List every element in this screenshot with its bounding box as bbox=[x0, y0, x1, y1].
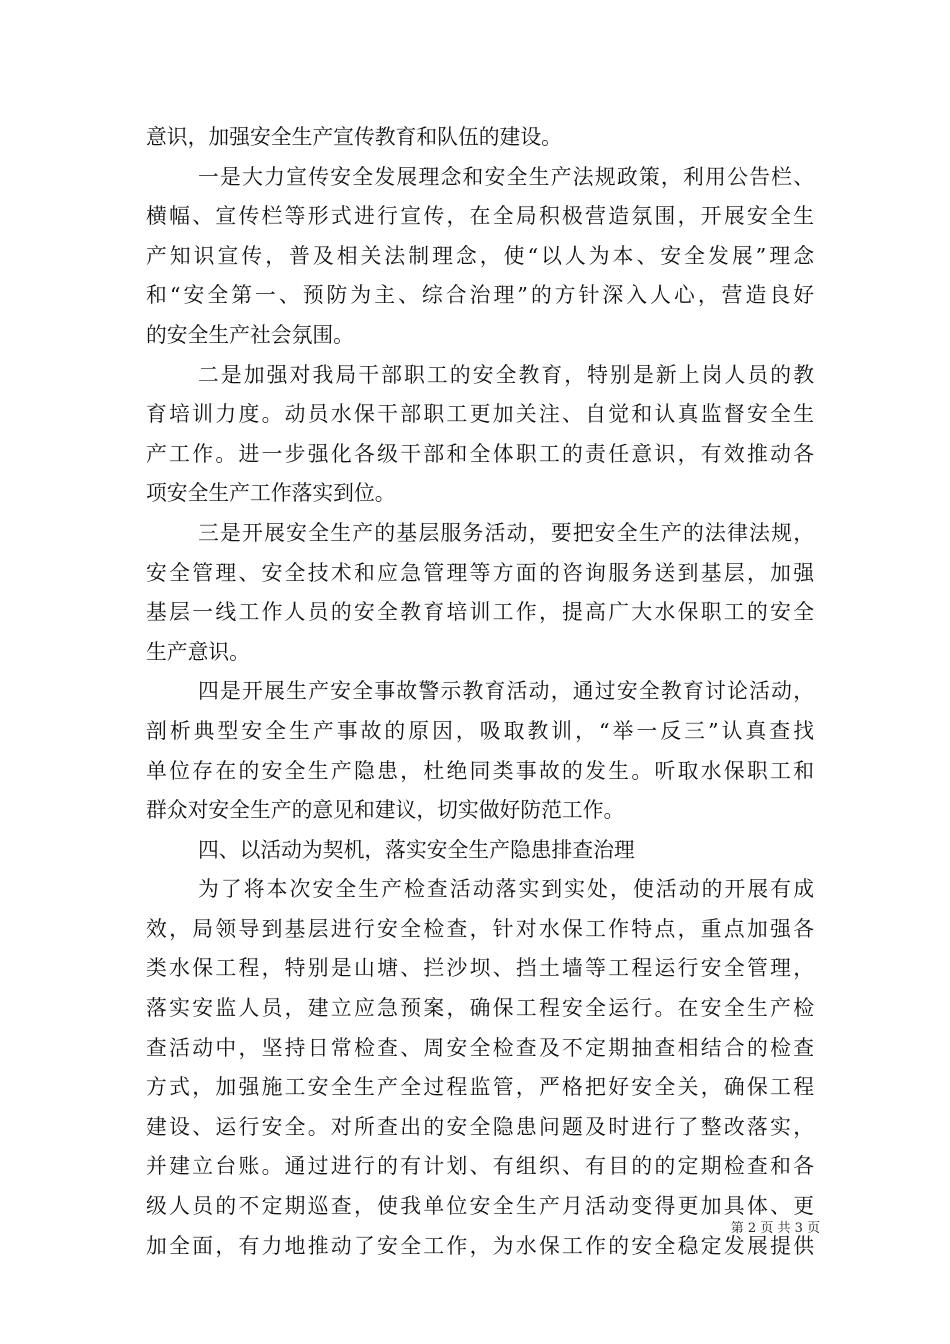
text-line: 建设、运行安全。对所查出的安全隐患问题及时进行了整改落实， bbox=[146, 1114, 814, 1139]
text-line: 群众对安全生产的意见和建议，切实做好防范工作。 bbox=[146, 798, 625, 823]
text-line: 基层一线工作人员的安全教育培训工作，提高广大水保职工的安全 bbox=[146, 600, 814, 625]
text-line: 单位存在的安全生产隐患，杜绝同类事故的发生。听取水保职工和 bbox=[146, 758, 814, 783]
text-line: 横幅、宣传栏等形式进行宣传，在全局积极营造氛围，开展安全生 bbox=[146, 204, 814, 229]
text-line: 为了将本次安全生产检查活动落实到实处，使活动的开展有成 bbox=[198, 877, 814, 902]
text-line: 四是开展生产安全事故警示教育活动，通过安全教育讨论活动， bbox=[198, 679, 814, 704]
text-line: 查活动中，坚持日常检查、周安全检查及不定期抽查相结合的检查 bbox=[146, 1035, 814, 1060]
text-line: 意识，加强安全生产宣传教育和队伍的建设。 bbox=[146, 125, 562, 149]
text-line: 一是大力宣传安全发展理念和安全生产法规政策，利用公告栏、 bbox=[198, 164, 814, 189]
text-line: 的安全生产社会氛围。 bbox=[146, 322, 354, 347]
text-line: 生产意识。 bbox=[146, 639, 250, 664]
page-number: 第 2 页 共 3 页 bbox=[730, 1221, 820, 1236]
text-line: 三是开展安全生产的基层服务活动，要把安全生产的法律法规， bbox=[198, 520, 814, 545]
text-line: 效，局领导到基层进行安全检查，针对水保工作特点，重点加强各 bbox=[146, 916, 814, 941]
text-line: 级人员的不定期巡查，使我单位安全生产月活动变得更加具体、更 bbox=[146, 1194, 814, 1219]
text-line: 和“安全第一、预防为主、综合治理”的方针深入人心，营造良好 bbox=[146, 283, 814, 308]
text-line: 类水保工程，特别是山塘、拦沙坝、挡土墙等工程运行安全管理， bbox=[146, 956, 814, 981]
body-text bbox=[146, 118, 814, 1266]
text-line: 方式，加强施工安全生产全过程监管，严格把好安全关，确保工程 bbox=[146, 1075, 814, 1100]
text-line: 安全管理、安全技术和应急管理等方面的咨询服务送到基层，加强 bbox=[146, 560, 814, 585]
text-line: 并建立台账。通过进行的有计划、有组织、有目的的定期检查和各 bbox=[146, 1154, 814, 1179]
text-line: 二是加强对我局干部职工的安全教育，特别是新上岗人员的教 bbox=[198, 362, 814, 387]
section-heading: 四、以活动为契机，落实安全生产隐患排查治理 bbox=[198, 837, 635, 862]
text-line: 产知识宣传，普及相关法制理念，使“以人为本、安全发展”理念 bbox=[146, 243, 814, 268]
text-line: 加全面，有力地推动了安全工作，为水保工作的安全稳定发展提供 bbox=[146, 1233, 814, 1258]
text-line: 产工作。进一步强化各级干部和全体职工的责任意识，有效推动各 bbox=[146, 441, 814, 466]
text-line: 育培训力度。动员水保干部职工更加关注、自觉和认真监督安全生 bbox=[146, 402, 814, 427]
text-line: 项安全生产工作落实到位。 bbox=[146, 481, 396, 506]
text-line: 剖析典型安全生产事故的原因，吸取教训，“举一反三”认真查找 bbox=[146, 718, 814, 743]
text-line: 落实安监人员，建立应急预案，确保工程安全运行。在安全生产检 bbox=[146, 996, 814, 1021]
